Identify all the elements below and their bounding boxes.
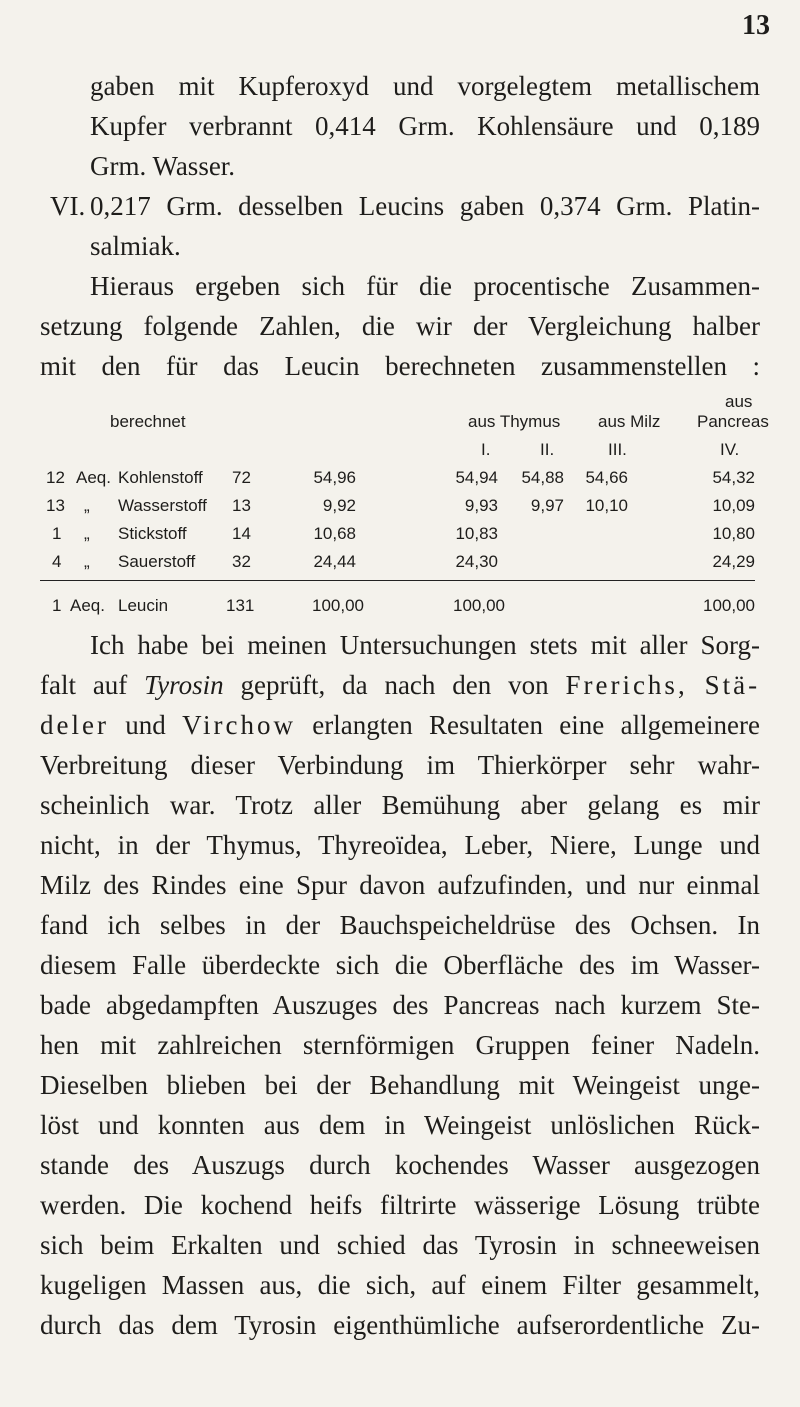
header-berechnet: berechnet (110, 412, 186, 431)
header-milz: aus Milz (598, 412, 661, 431)
row-count: 4 (52, 552, 62, 571)
row-unit: „ (84, 524, 90, 543)
header-col-II: II. (540, 440, 555, 459)
text-line: Verbreitung dieser Verbindung im Thierkörper sehr wahr- (40, 750, 760, 780)
row-milz-III: 54,66 (585, 468, 628, 487)
row-unit: Aeq. (76, 468, 111, 487)
text-line: fand ich selbes in der Bauchspeicheldrüse des Ochsen. In (40, 910, 760, 940)
row-thymus-I: 9,93 (464, 496, 498, 515)
table-rule (40, 580, 755, 581)
text-line: setzung folgende Zahlen, die wir der Vergleichung halber (40, 311, 760, 341)
row-thymus-II: 9,97 (530, 496, 564, 515)
row-element: Stickstoff (118, 524, 187, 543)
header-col-I: I. (481, 440, 491, 459)
text-line: Hieraus ergeben sich für die procentische Zusammen- (90, 271, 760, 301)
header-pancreas: Pancreas (697, 412, 769, 431)
text-line: salmiak. (90, 231, 181, 261)
header-pancreas-top: aus (725, 392, 753, 411)
text-line: Milz des Rindes eine Spur davon aufzufinden, und nur einmal (40, 870, 760, 900)
text-line: Kupfer verbrannt 0,414 Grm. Kohlensäure und 0,189 (90, 111, 760, 141)
row-element: Sauerstoff (118, 552, 196, 571)
row-calc: 9,92 (322, 496, 356, 515)
row-thymus-I: 54,94 (455, 468, 498, 487)
row-count: 13 (46, 496, 65, 515)
row-pancreas-IV: 10,09 (712, 496, 755, 515)
text-line: scheinlich war. Trotz aller Bemühung aber gelang es mir (40, 790, 760, 820)
item-label: VI. (50, 191, 86, 221)
header-col-IV: IV. (720, 440, 740, 459)
text-line: Dieselben blieben bei der Behandlung mit Weingeist unge- (40, 1070, 760, 1100)
tyrosin-term: Tyrosin (144, 670, 224, 700)
row-milz-III: 10,10 (585, 496, 628, 515)
row-weight: 32 (232, 552, 251, 571)
text-line: löst und konnten aus dem in Weingeist unlöslichen Rück- (40, 1110, 760, 1140)
text-line: diesem Falle überdeckte sich die Oberfläche des im Wasser- (40, 950, 760, 980)
text-line: falt auf Tyrosin geprüft, da nach den von Frerichs, Stä- (40, 670, 761, 700)
row-unit: „ (84, 552, 90, 571)
row-weight: 72 (232, 468, 251, 487)
author-staedeler: Stä- (704, 670, 761, 700)
text-line: stande des Auszugs durch kochendes Wasser ausgezogen (40, 1150, 760, 1180)
row-pancreas-IV: 24,29 (712, 552, 755, 571)
row-element: Wasserstoff (118, 496, 207, 515)
header-thymus: aus Thymus (468, 412, 561, 431)
total-calc: 100,00 (312, 596, 364, 615)
row-thymus-I: 10,83 (455, 524, 498, 543)
author-frerichs: Frerichs, (565, 670, 688, 700)
text-line: kugeligen Massen aus, die sich, auf einem Filter gesammelt, (40, 1270, 760, 1300)
text-line: sich beim Erkalten und schied das Tyrosin in schneeweisen (40, 1230, 760, 1260)
text-line: 0,217 Grm. desselben Leucins gaben 0,374 Grm. Platin- (90, 191, 760, 221)
row-count: 1 (52, 524, 62, 543)
row-unit: „ (84, 496, 90, 515)
text-line: durch das dem Tyrosin eigenthümliche aufserordentliche Zu- (40, 1310, 760, 1340)
row-pancreas-IV: 54,32 (712, 468, 755, 487)
row-calc: 10,68 (313, 524, 356, 543)
text-line: bade abgedampften Auszuges des Pancreas nach kurzem Ste- (40, 990, 760, 1020)
row-count: 12 (46, 468, 65, 487)
text-line: Ich habe bei meinen Untersuchungen stets mit aller Sorg- (90, 630, 760, 660)
row-element: Kohlenstoff (118, 468, 203, 487)
text-line: hen mit zahlreichen sternförmigen Gruppen feiner Nadeln. (40, 1030, 760, 1060)
row-calc: 54,96 (313, 468, 356, 487)
text-line: nicht, in der Thymus, Thyreoïdea, Leber, Niere, Lunge und (40, 830, 760, 860)
total-thymus-I: 100,00 (453, 596, 505, 615)
total-unit: Aeq. (70, 596, 105, 615)
row-weight: 13 (232, 496, 251, 515)
author-staedeler-cont: deler (40, 710, 109, 740)
row-weight: 14 (232, 524, 251, 543)
row-pancreas-IV: 10,80 (712, 524, 755, 543)
row-calc: 24,44 (313, 552, 356, 571)
total-weight: 131 (226, 596, 255, 615)
text-line: gaben mit Kupferoxyd und vorgelegtem metallischem (90, 71, 760, 101)
text-line: Grm. Wasser. (90, 151, 236, 181)
page-number: 13 (742, 10, 770, 41)
text-line: mit den für das Leucin berechneten zusammenstellen : (40, 351, 760, 381)
text-line: werden. Die kochend heifs filtrirte wässerige Lösung trübte (40, 1190, 760, 1220)
header-col-III: III. (608, 440, 627, 459)
author-virchow: Virchow (182, 710, 296, 740)
row-thymus-II: 54,88 (521, 468, 564, 487)
total-element: Leucin (118, 596, 169, 615)
text-line: deler und Virchow erlangten Resultaten eine allgemeinere (40, 710, 760, 740)
total-pancreas-IV: 100,00 (703, 596, 755, 615)
row-thymus-I: 24,30 (455, 552, 498, 571)
total-count: 1 (52, 596, 62, 615)
